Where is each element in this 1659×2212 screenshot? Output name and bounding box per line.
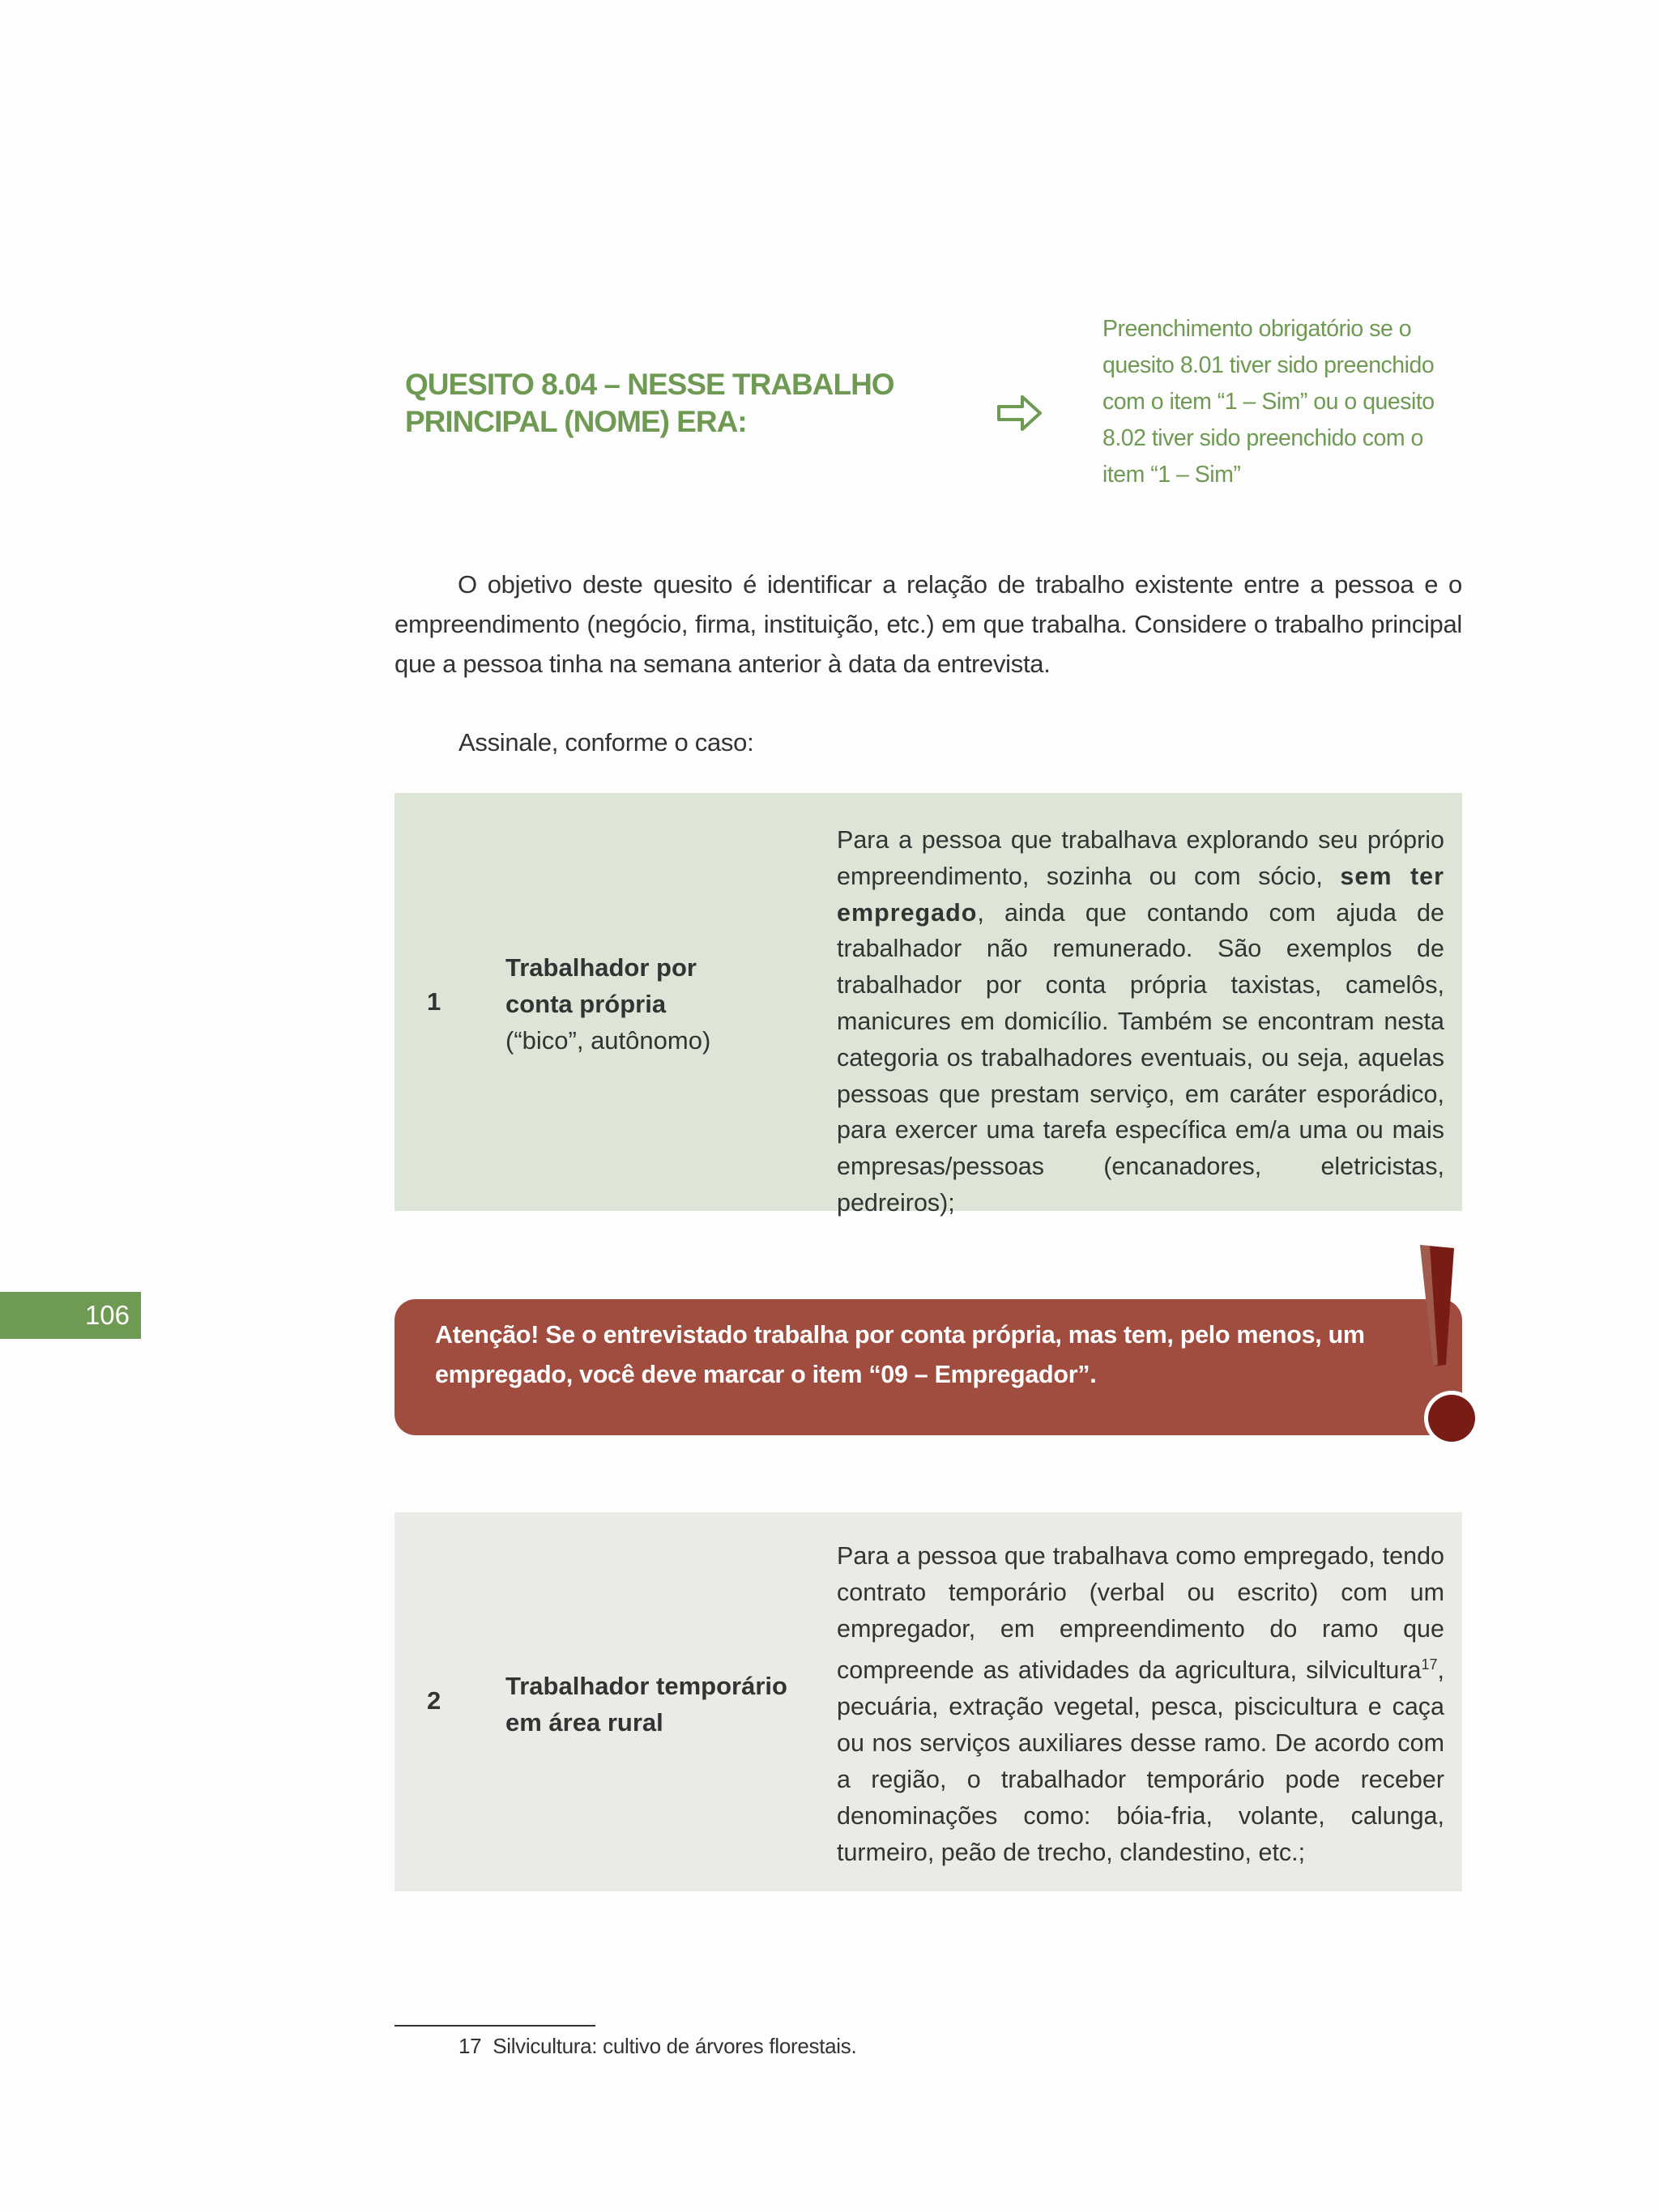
note-line: com o item “1 – Sim” ou o quesito — [1102, 389, 1435, 415]
quesito-title-line2: PRINCIPAL (NOME) ERA: — [405, 405, 747, 438]
right-arrow-icon — [996, 394, 1043, 433]
option-label — [505, 949, 813, 1059]
note-line: 8.02 tiver sido preenchido com o — [1102, 425, 1423, 451]
desc-text: , ainda que contando com ajuda de trabalhador não remunerado. São exemplos de trabalhador por conta própria taxistas, camelôs, manicures em domicílio. Também se encontram nesta categoria os trabalhadores eventuais, ou seja, aquelas pessoas que prestam serviço, em caráter esporádico, para exercer uma tarefa específica em/a uma ou mais empresas/pessoas (encanadores, eletricistas, pedreiros); — [837, 898, 1444, 1217]
desc-text: Para a pessoa que trabalhava como empregado, tendo contrato temporário (verbal ou escrito) com um empregador, em empreendimento do ramo que compreende as atividades da agricultura, silvicultura — [837, 1542, 1444, 1685]
intro-paragraph: O objetivo deste quesito é identificar a relação de trabalho existente entre a pessoa e o empreendimento (negócio, firma, instituição, etc.) em que trabalha. Considere o trabalho principal que a pessoa tinha na semana anterior à data da entrevista. — [394, 570, 1462, 678]
option-box-1 — [394, 793, 1462, 1217]
option-description — [837, 1538, 1444, 1870]
option-label-sub: (“bico”, autônomo) — [505, 1026, 711, 1055]
fill-requirement-note — [1102, 311, 1475, 493]
option-label-bold: Trabalhador temporário — [505, 1672, 787, 1700]
note-line: quesito 8.01 tiver sido preenchido — [1102, 352, 1435, 378]
option-number: 2 — [427, 1686, 441, 1715]
option-box-2 — [394, 1512, 1462, 1891]
desc-text: Para a pessoa que trabalhava explorando seu próprio empreendimento, sozinha ou com sócio, — [837, 826, 1444, 890]
attention-banner — [394, 1299, 1462, 1435]
option-description — [837, 822, 1444, 1221]
note-line: item “1 – Sim” — [1102, 462, 1241, 488]
desc-bold-text: sem ter empregado — [837, 862, 1444, 927]
footnote — [458, 2031, 856, 2061]
option-number: 1 — [427, 987, 441, 1016]
option-label-bold: em área rural — [505, 1708, 663, 1737]
page-number: 106 — [0, 1292, 141, 1339]
option-label — [505, 1668, 813, 1741]
note-line: Preenchimento obrigatório se o — [1102, 316, 1412, 342]
footnote-divider — [394, 2025, 595, 2027]
footnote-number: 17 — [458, 2034, 482, 2058]
footnote-ref[interactable]: 17 — [1421, 1656, 1438, 1673]
exclamation-mark-icon — [1405, 1243, 1486, 1450]
footnote-text: Silvicultura: cultivo de árvores florestais. — [493, 2034, 857, 2058]
option-label-bold: Trabalhador por — [505, 953, 697, 982]
assinale-text: Assinale, conforme o caso: — [458, 728, 754, 757]
desc-text: , pecuária, extração vegetal, pesca, piscicultura e caça ou nos serviços auxiliares desse ramo. De acordo com a região, o trabalhador temporário pode receber denominações como: bóia-fria, volante, calunga, turmeiro, peão de trecho, clandestino, etc.; — [837, 1656, 1444, 1866]
quesito-title — [405, 366, 972, 441]
quesito-title-line1: QUESITO 8.04 – NESSE TRABALHO — [405, 368, 894, 401]
option-label-bold: conta própria — [505, 990, 667, 1018]
attention-text: Atenção! Se o entrevistado trabalha por conta própria, mas tem, pelo menos, um empregado, você deve marcar o item “09 – Empregador”. — [435, 1321, 1365, 1388]
